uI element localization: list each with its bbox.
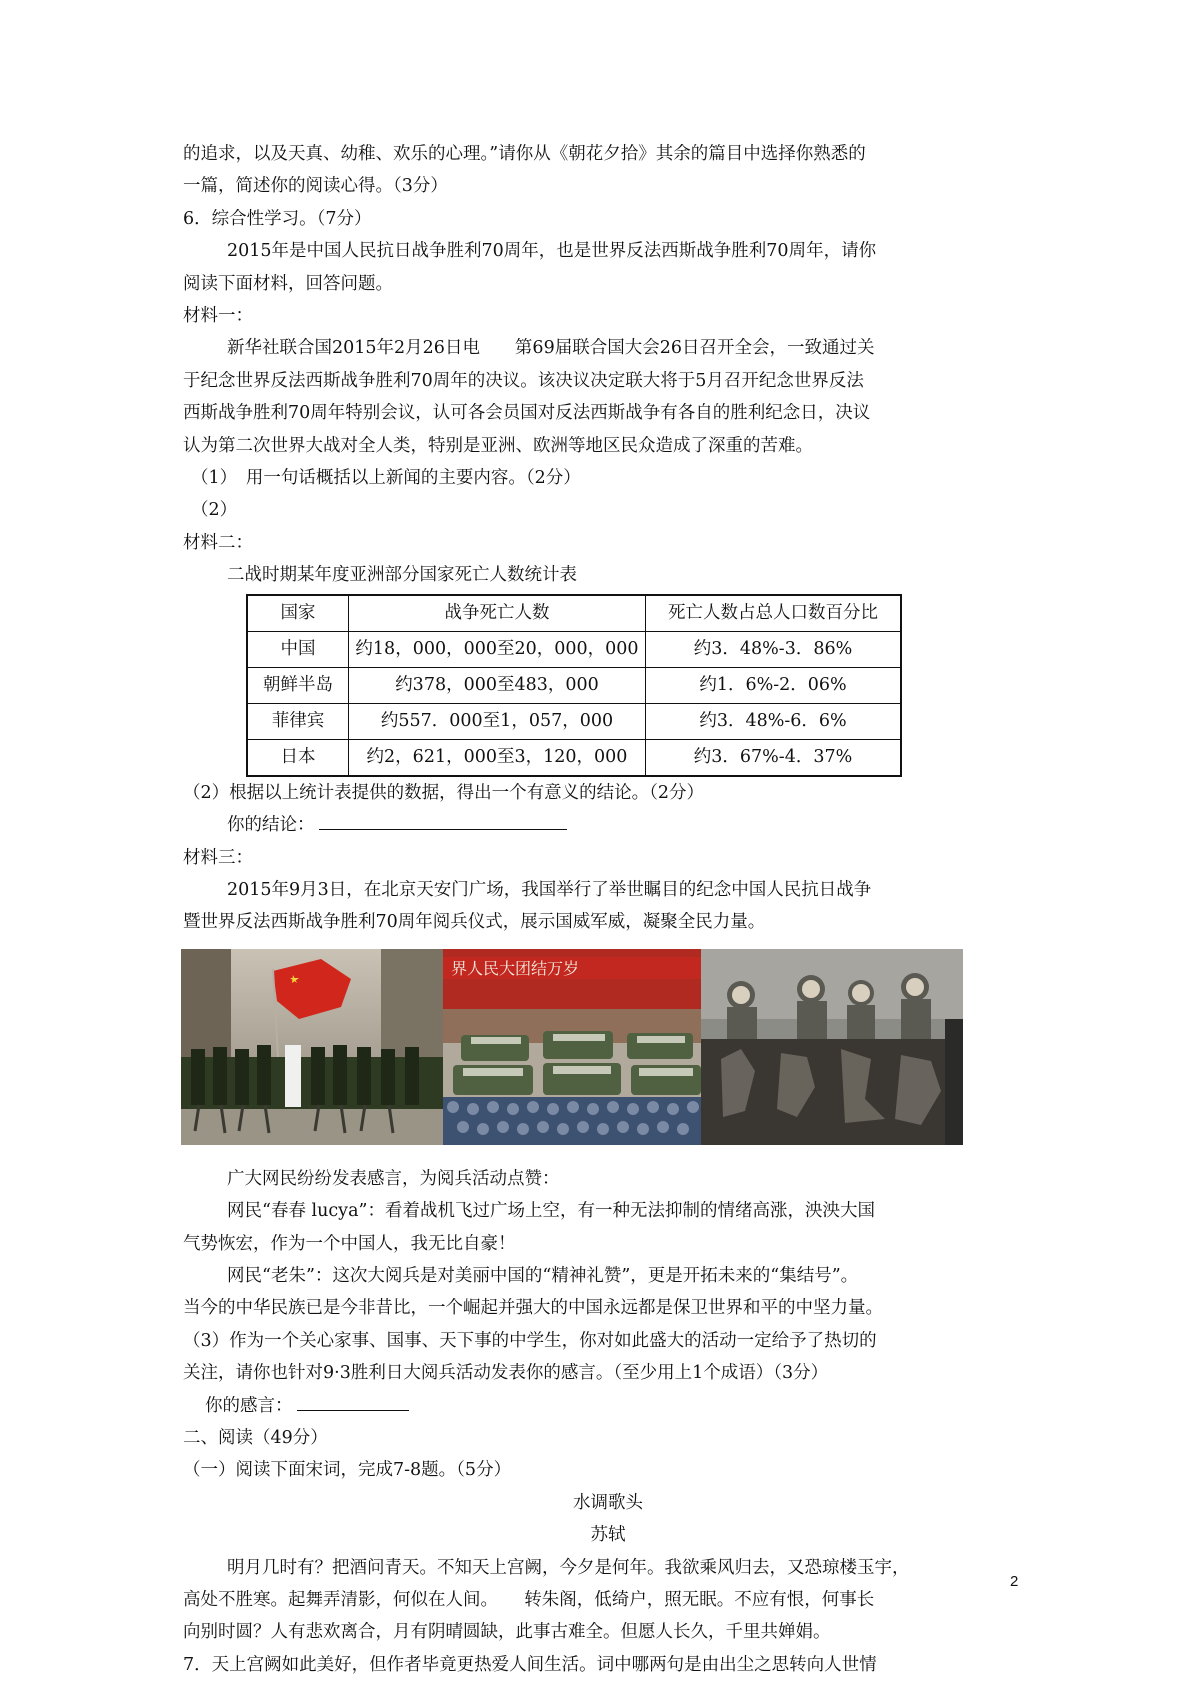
table-cell: 约3．67%-4．37% <box>646 739 902 776</box>
poem-line: 向别时圆？人有悲欢离合，月有阴晴圆缺，此事古难全。但愿人长久，千里共婵娟。 <box>183 1622 831 1643</box>
table-header-cell: 国家 <box>247 595 349 632</box>
table-cell: 中国 <box>247 631 349 667</box>
table-row <box>247 631 901 667</box>
poem-author: 苏轼 <box>590 1525 626 1546</box>
table-header-cell: 死亡人数占总人口数百分比 <box>646 595 902 632</box>
table-cell: 约2，621，000至3，120，000 <box>349 739 646 776</box>
material-1-line: 新华社联合国2015年2月26日电 第69届联合国大会26日召开全会，一致通过关 <box>227 338 875 359</box>
death-statistics-table <box>246 594 902 777</box>
comment-line: 网民“老朱”：这次大阅兵是对美丽中国的“精神礼赞”，更是开拓未来的“集结号”。 <box>227 1265 859 1286</box>
material-1-line: 认为第二次世界大战对全人类，特别是亚洲、欧洲等地区民众造成了深重的苦难。 <box>183 435 813 456</box>
table-header-cell: 战争死亡人数 <box>349 595 646 632</box>
table-cell: 约3．48%-6．6% <box>646 703 902 739</box>
answer-line-feeling <box>183 1390 1033 1422</box>
table-header-row <box>247 595 901 632</box>
table-cell: 菲律宾 <box>247 703 349 739</box>
missile-vehicles-photo <box>443 949 701 1145</box>
poem-title: 水调歌头 <box>573 1492 643 1513</box>
table-row <box>247 739 901 776</box>
sub-question-2-stub: （2） <box>191 500 238 521</box>
answer-label: 你的结论： <box>227 815 315 836</box>
question-7: 7．天上宫阙如此美好，但作者毕竟更热爱人间生活。词中哪两句是由出尘之思转向人世情 <box>183 1654 877 1675</box>
question-6-title: 6．综合性学习。（7分） <box>183 208 372 229</box>
comment-line: 当今的中华民族已是今非昔比，一个崛起并强大的中国永远都是保卫世界和平的中坚力量。 <box>183 1298 883 1319</box>
table-row <box>247 667 901 703</box>
answer-blank[interactable] <box>319 809 567 830</box>
poem-line: 高处不胜寒。起舞弄清影，何似在人间。 转朱阁，低绮户，照无眠。不应有恨，何事长 <box>183 1590 875 1610</box>
table-cell: 约3．48%-3．86% <box>646 631 902 667</box>
text-line: 的追求，以及天真、幼稚、欢乐的心理。”请你从《朝花夕拾》其余的篇目中选择你熟悉的 <box>183 144 866 164</box>
poem-line: 明月几时有？把酒问青天。不知天上宫阙，今夕是何年。我欲乘风归去，又恐琼楼玉宇， <box>227 1557 910 1578</box>
section-2-title: 二、阅读（49分） <box>183 1427 328 1448</box>
comments-intro: 广大网民纷纷发表感言，为阅兵活动点赞： <box>227 1168 560 1189</box>
section-2-subtitle: （一）阅读下面宋词，完成7-8题。（5分） <box>183 1460 512 1481</box>
material-3-line: 暨世界反法西斯战争胜利70周年阅兵仪式，展示国威军威，凝聚全民力量。 <box>183 912 766 933</box>
page-number: 2 <box>1010 1573 1019 1590</box>
comment-line: 网民“春春 lucya”：看着战机飞过广场上空，有一种无法抑制的情绪高涨，泱泱大国 <box>227 1201 875 1222</box>
sub-question-2: （2）根据以上统计表提供的数据，得出一个有意义的结论。（2分） <box>183 782 705 803</box>
answer-blank[interactable] <box>297 1390 409 1411</box>
table-cell: 约18，000，000至20，000，000 <box>349 631 646 667</box>
exam-page <box>183 138 1033 1681</box>
sub-question-3: （3）作为一个关心家事、国事、天下事的中学生，你对如此盛大的活动一定给予了热切的 <box>183 1330 877 1351</box>
table-cell: 约1．6%-2．06% <box>646 667 902 703</box>
material-3-line: 2015年9月3日，在北京天安门广场，我国举行了举世瞩目的纪念中国人民抗日战争 <box>227 879 872 900</box>
material-3-label: 材料三： <box>183 847 253 868</box>
table-title: 二战时期某年度亚洲部分国家死亡人数统计表 <box>227 565 577 586</box>
text-line: 一篇，简述你的阅读心得。（3分） <box>183 176 448 197</box>
sub-question-1: （1） 用一句话概括以上新闻的主要内容。（2分） <box>191 468 581 489</box>
table-row <box>247 703 901 739</box>
answer-label: 你的感言： <box>205 1395 293 1416</box>
intro-line: 阅读下面材料，回答问题。 <box>183 273 393 294</box>
answer-line-conclusion <box>183 809 1033 841</box>
material-1-line: 于纪念世界反法西斯战争胜利70周年的决议。该决议决定联大将于5月召开纪念世界反法 <box>183 370 864 391</box>
honor-guard-photo <box>181 949 443 1145</box>
banner-text: 界人民大团结万岁 <box>451 958 580 978</box>
table-cell: 日本 <box>247 739 349 776</box>
table-cell: 朝鲜半岛 <box>247 667 349 703</box>
sub-question-3: 关注，请你也针对9·3胜利日大阅兵活动发表你的感言。（至少用上1个成语）（3分） <box>183 1363 829 1384</box>
table-cell: 约378，000至483，000 <box>349 667 646 703</box>
comment-line: 气势恢宏，作为一个中国人，我无比自豪！ <box>183 1233 516 1254</box>
material-1-line: 西斯战争胜利70周年特别会议，认可各会员国对反法西斯战争有各自的胜利纪念日，决议 <box>183 403 871 424</box>
veterans-photo <box>701 949 963 1145</box>
intro-line: 2015年是中国人民抗日战争胜利70周年，也是世界反法西斯战争胜利70周年，请你 <box>227 241 877 262</box>
parade-photos <box>183 949 1033 1149</box>
table-cell: 约557．000至1，057，000 <box>349 703 646 739</box>
material-2-label: 材料二： <box>183 532 253 553</box>
material-1-label: 材料一： <box>183 306 253 327</box>
